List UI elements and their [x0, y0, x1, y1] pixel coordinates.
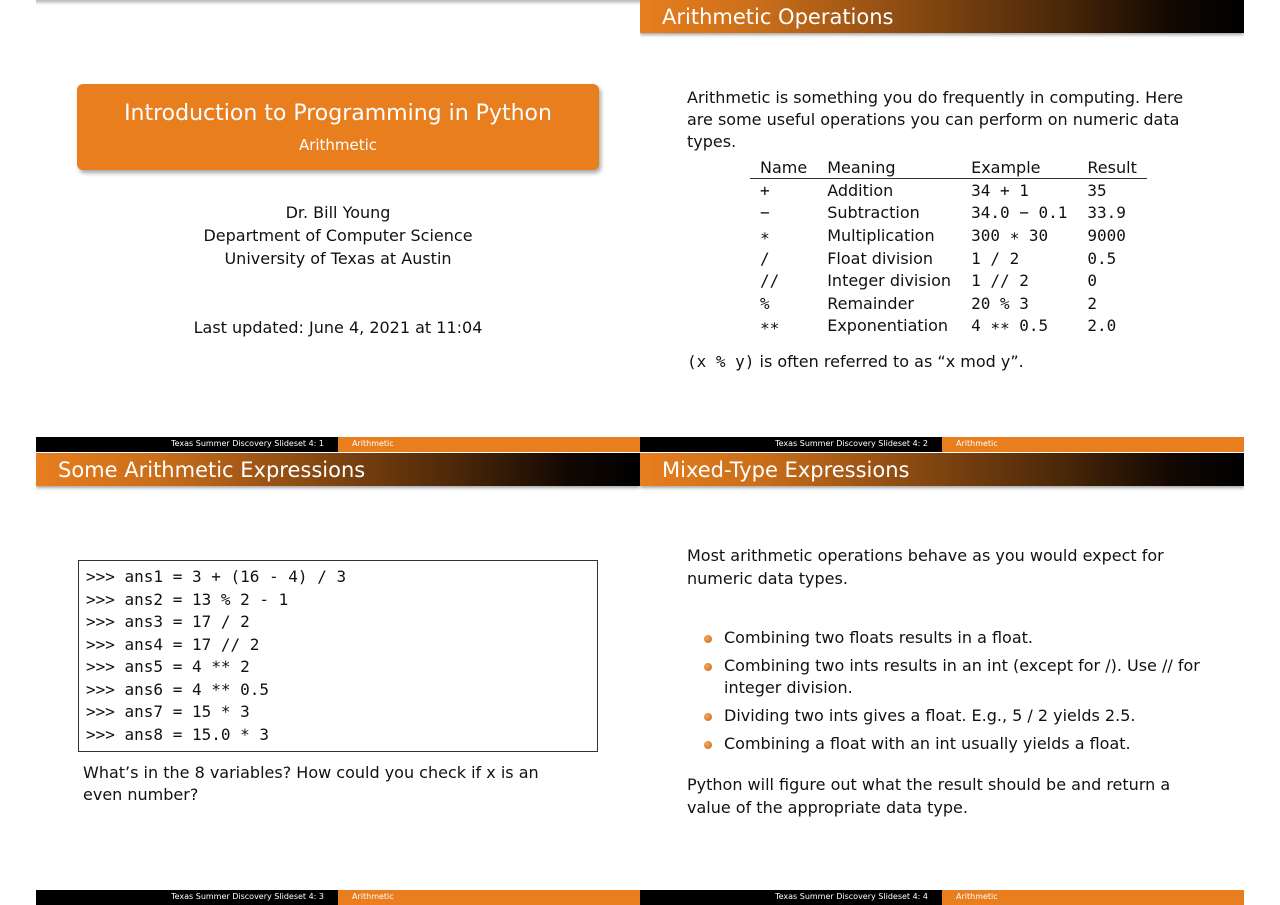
bullet-list [704, 627, 1224, 761]
meaning-cell: Float division [827, 248, 934, 268]
operator-cell: + [760, 180, 770, 200]
result-cell: 33.9 [1087, 203, 1126, 223]
result-cell: 0.5 [1087, 248, 1117, 268]
code-line: >>> ans6 = 4 ** 0.5 [86, 680, 270, 699]
footer-section: Arithmetic [352, 892, 394, 901]
code-line: >>> ans2 = 13 % 2 - 1 [86, 590, 289, 609]
meaning-cell: Integer division [827, 271, 952, 291]
last-updated: Last updated: June 4, 2021 at 11:04 [193, 318, 483, 337]
frame-title: Arithmetic Operations [662, 5, 894, 29]
closing-paragraph: Python will figure out what the result should be and return a value of the appropriate data type. [687, 775, 1171, 817]
bullet-icon [704, 741, 712, 749]
footer-right [338, 890, 640, 905]
author-university: University of Texas at Austin [224, 249, 452, 268]
footer-left [36, 890, 338, 905]
result-cell: 9000 [1087, 225, 1126, 245]
mod-note [687, 351, 1227, 373]
example-cell: 300 ∗ 30 [971, 225, 1049, 245]
table-row [750, 224, 1147, 247]
slide-footer [36, 890, 640, 905]
operator-cell: // [760, 271, 780, 291]
result-cell: 2.0 [1087, 316, 1117, 336]
bullet-icon [704, 713, 712, 721]
table-header-row [750, 156, 1147, 179]
meaning-cell: Remainder [827, 293, 914, 313]
bullet-icon [704, 663, 712, 671]
code-block [78, 560, 598, 752]
operator-cell: / [760, 248, 770, 268]
frame-title: Mixed-Type Expressions [662, 458, 910, 482]
bullet-text: Dividing two ints gives a float. E.g., 5 / 2 yields 2.5. [724, 706, 1136, 725]
slide-3 [36, 453, 640, 905]
example-cell: 1 // 2 [971, 271, 1029, 291]
meaning-cell: Multiplication [827, 225, 935, 245]
slide-1 [36, 0, 640, 452]
column-header: Name [750, 156, 817, 179]
operator-cell: % [760, 293, 770, 313]
column-header: Result [1077, 156, 1146, 179]
result-cell: 35 [1087, 180, 1107, 200]
frame-title-bar [640, 0, 1244, 33]
operator-cell: ∗ [760, 225, 770, 245]
top-shadow [36, 0, 640, 5]
presentation-subtitle: Arithmetic [298, 136, 378, 154]
footer-right [942, 890, 1244, 905]
footer-right [338, 437, 640, 452]
operator-cell: − [760, 203, 770, 223]
footer-left [640, 890, 942, 905]
intro-paragraph: Arithmetic is something you do frequently in computing. Here are some useful operations you can perform on numeric data types. [687, 88, 1184, 151]
presentation-title: Introduction to Programming in Python [124, 101, 552, 126]
author-department: Department of Computer Science [203, 226, 473, 245]
list-item [704, 733, 1224, 755]
table-row [750, 315, 1147, 338]
footer-slideset: Texas Summer Discovery Slideset 4: 4 [775, 892, 928, 901]
example-cell: 34 + 1 [971, 180, 1029, 200]
meaning-cell: Addition [827, 180, 894, 200]
example-cell: 4 ∗∗ 0.5 [971, 316, 1049, 336]
table-row [750, 247, 1147, 270]
meaning-cell: Exponentiation [827, 316, 949, 336]
footer-left [640, 437, 942, 452]
list-item [704, 655, 1224, 699]
operator-cell: ∗∗ [760, 316, 780, 336]
intro-paragraph: Most arithmetic operations behave as you would expect for numeric data types. [687, 546, 1164, 588]
operations-table [750, 156, 1147, 337]
mod-note-text: is often referred to as “x mod y”. [754, 352, 1024, 371]
footer-slideset: Texas Summer Discovery Slideset 4: 3 [171, 892, 324, 901]
bullet-text: Combining two floats results in a float. [724, 628, 1033, 647]
footer-section: Arithmetic [956, 439, 998, 448]
list-item [704, 627, 1224, 649]
example-cell: 1 / 2 [971, 248, 1020, 268]
result-cell: 0 [1087, 271, 1098, 291]
list-item [704, 705, 1224, 727]
frame-title: Some Arithmetic Expressions [58, 458, 366, 482]
slide-footer [36, 437, 640, 452]
code-line: >>> ans5 = 4 ** 2 [86, 657, 250, 676]
question-text: What’s in the 8 variables? How could you check if x is an even number? [83, 763, 539, 804]
footer-section: Arithmetic [352, 439, 394, 448]
footer-left [36, 437, 338, 452]
meaning-cell: Subtraction [827, 203, 920, 223]
frame-title-bar [36, 453, 640, 486]
footer-slideset: Texas Summer Discovery Slideset 4: 1 [171, 439, 324, 448]
author-name: Dr. Bill Young [285, 203, 391, 222]
example-cell: 20 % 3 [971, 293, 1029, 313]
table-row [750, 292, 1147, 315]
slide-2 [640, 0, 1244, 452]
slide-4 [640, 453, 1244, 905]
title-box [77, 84, 599, 170]
frame-title-bar [640, 453, 1244, 486]
footer-right [942, 437, 1244, 452]
result-cell: 2 [1087, 293, 1098, 313]
bullet-icon [704, 635, 712, 643]
code-line: >>> ans4 = 17 // 2 [86, 635, 260, 654]
code-line: >>> ans1 = 3 + (16 - 4) / 3 [86, 567, 347, 586]
footer-slideset: Texas Summer Discovery Slideset 4: 2 [775, 439, 928, 448]
example-cell: 34.0 − 0.1 [971, 203, 1068, 223]
column-header: Example [961, 156, 1077, 179]
code-line: >>> ans3 = 17 / 2 [86, 612, 250, 631]
code-line: >>> ans8 = 15.0 * 3 [86, 725, 270, 744]
mod-note-code: (x % y) [687, 352, 755, 371]
bullet-text: Combining two ints results in an int (except for /). Use // for integer division. [724, 656, 1200, 697]
table-row [750, 202, 1147, 225]
author-block [36, 201, 640, 270]
column-header: Meaning [817, 156, 961, 179]
slide-footer [640, 890, 1244, 905]
footer-section: Arithmetic [956, 892, 998, 901]
bullet-text: Combining a float with an int usually yields a float. [724, 734, 1131, 753]
slide-footer [640, 437, 1244, 452]
table-row [750, 179, 1147, 202]
code-line: >>> ans7 = 15 * 3 [86, 702, 250, 721]
table-row [750, 269, 1147, 292]
